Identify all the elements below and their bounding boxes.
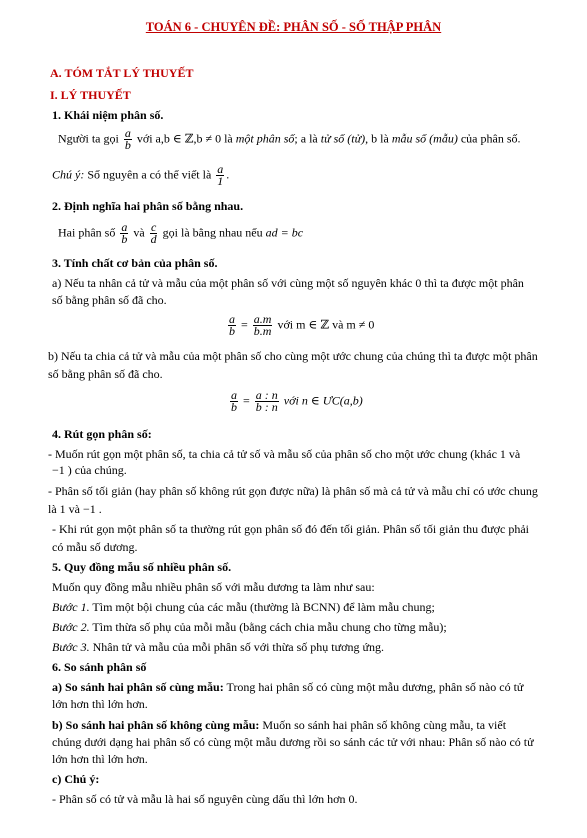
s1-definition: Người ta gọi $\frac{a}{b}$ với a,b ∈ ℤ,b ≠ 0 là một phân số; a là tử số (tử), b là mẫu số (mẫu) của phân số. — [58, 126, 521, 152]
s5-step1: Bước 1. Tìm một bội chung của các mẫu (thường là BCNN) để làm mẫu chung; — [52, 600, 435, 614]
s3-b-line2: số bằng phân số đã cho. — [48, 367, 163, 381]
page-title: TOÁN 6 - CHUYÊN ĐỀ: PHÂN SỐ - SỐ THẬP PHÂN — [145, 20, 442, 34]
fraction-a-b: $\frac{a}{b}$ — [124, 126, 131, 152]
s3-a-formula: $\frac{a}{b}$ = $\frac{a.m}{b.m}$ với m ∈ ℤ và m ≠ 0 — [229, 312, 375, 338]
s4-p1-line1: - Muốn rút gọn một phân số, ta chia cả tử số và mẫu số của phân số cho một ước chung (khác 1 và — [48, 447, 521, 461]
s4-p3-line2: có mẫu số dương. — [52, 540, 138, 554]
s2-heading: 2. Định nghĩa hai phân số bằng nhau. — [52, 199, 244, 213]
s6-b-line3: lớn hơn thì lớn hơn. — [52, 752, 148, 766]
section-i-heading: I. LÝ THUYẾT — [50, 88, 131, 102]
s4-heading: 4. Rút gọn phân số: — [52, 427, 152, 441]
s3-heading: 3. Tính chất cơ bản của phân số. — [52, 256, 218, 270]
s6-b-line2: chúng dưới dạng hai phân số có cùng một mẫu dương rồi so sánh các tử với nhau: Phân số nào có tử — [52, 735, 534, 749]
s1-heading: 1. Khái niệm phân số. — [52, 108, 164, 122]
s6-b-line1: b) So sánh hai phân số không cùng mẫu: Muốn so sánh hai phân số không cùng mẫu, ta viết — [52, 718, 507, 732]
s6-c-heading: c) Chú ý: — [52, 772, 100, 786]
s6-a-line2: lớn hơn thì lớn hơn. — [52, 697, 148, 711]
s3-a-line2: số bằng phân số đã cho. — [52, 293, 167, 307]
s4-p3-line1: - Khi rút gọn một phân số ta thường rút gọn phân số đó đến tối giản. Phân số tối giản thu được phải — [52, 522, 529, 536]
s1-note: Chú ý: Số nguyên a có thể viết là $\frac{a}{1}$ . — [52, 162, 230, 188]
s6-heading: 6. So sánh phân số — [52, 660, 147, 674]
s5-step2: Bước 2. Tìm thừa số phụ của mỗi mẫu (bằng cách chia mẫu chung cho từng mẫu); — [52, 620, 447, 634]
s3-a-line1: a) Nếu ta nhân cả tử và mẫu của một phân số với cùng một số nguyên khác 0 thì ta được một phân — [52, 276, 524, 290]
s4-p1-line2: −1 ) của chúng. — [52, 463, 127, 477]
s6-a-line1: a) So sánh hai phân số cùng mẫu: Trong hai phân số có cùng một mẫu dương, phân số nào có tử — [52, 680, 524, 694]
s5-intro: Muốn quy đồng mẫu nhiều phân số với mẫu dương ta làm như sau: — [52, 580, 375, 594]
s3-b-line1: b) Nếu ta chia cả tử và mẫu của một phân số cho cùng một ước chung của chúng thì ta được một phân — [48, 349, 538, 363]
section-a-heading: A. TÓM TẮT LÝ THUYẾT — [50, 66, 194, 80]
s3-b-formula: $\frac{a}{b}$ = $\frac{a : n}{b : n}$ với n ∈ ƯC(a,b) — [231, 388, 363, 414]
s5-heading: 5. Quy đồng mẫu số nhiều phân số. — [52, 560, 232, 574]
s6-c-line1: - Phân số có tử và mẫu là hai số nguyên cùng dấu thì lớn hơn 0. — [52, 792, 358, 806]
s4-p2-line2: là 1 và −1 . — [48, 502, 102, 516]
s4-p2-line1: - Phân số tối giản (hay phân số không rút gọn được nữa) là phân số mà cả tử và mẫu chỉ có ước chung — [48, 484, 538, 498]
s2-definition: Hai phân số $\frac{a}{b}$ và $\frac{c}{d}$ gọi là bằng nhau nếu ad = bc — [58, 220, 304, 246]
s5-step3: Bước 3. Nhân tử và mẫu của mỗi phân số với thừa số phụ tương ứng. — [52, 640, 384, 654]
